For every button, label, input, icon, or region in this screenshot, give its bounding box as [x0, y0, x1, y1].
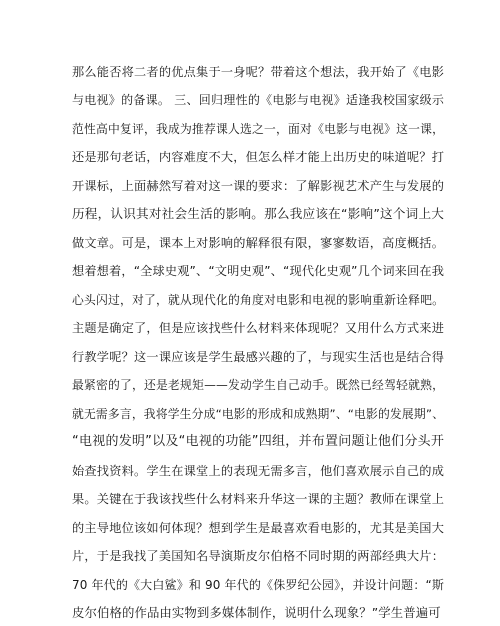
- text-line-19: 70 年代的《大白鲨》和 90 年代的《侏罗纪公园》，并设计问题：“斯: [72, 578, 444, 592]
- text-line-6: 历程，认识其对社会生活的影响。那么我应该在“影响”这个词上大: [72, 206, 444, 221]
- text-line-16: 果。关键在于我该找些什么材料来升华这一课的主题？教师在课堂上: [72, 492, 444, 506]
- text-line-15: 始查找资料。学生在课堂上的表现无需多言，他们喜欢展示自己的成: [72, 464, 444, 478]
- text-line-13: 就无需多言，我将学生分成“电影的形成和成熟期”、“电影的发展期”、: [72, 407, 444, 421]
- text-line-4: 还是那句老话，内容难度不大，但怎么样才能上出历史的味道呢？打: [72, 150, 444, 164]
- text-line-11: 行教学呢？这一课应该是学生最感兴趣的了，与现实生活也是结合得: [72, 350, 444, 364]
- text-line-1: 那么能否将二者的优点集于一身呢？带着这个想法，我开始了《电影: [72, 65, 444, 79]
- text-line-17: 的主导地位该如何体现？想到学生是最喜欢看电影的，尤其是美国大: [72, 521, 444, 535]
- text-line-7: 做文章。可是，课本上对影响的解释很有限，寥寥数语，高度概括。: [72, 236, 444, 250]
- text-line-12: 最紧密的了，还是老规矩——发动学生自己动手。既然已经驾轻就熟，: [72, 378, 444, 392]
- text-line-9: 心头闪过，对了，就从现代化的角度对电影和电视的影响重新诠释吧。: [72, 293, 444, 307]
- text-line-2: 与电视》的备课。 三、回归理性的《电影与电视》适逢我校国家级示: [72, 93, 444, 107]
- text-line-10: 主题是确定了，但是应该找些什么材料来体现呢？又用什么方式来进: [72, 321, 444, 335]
- text-line-18: 片，于是我找了美国知名导演斯皮尔伯格不同时期的两部经典大片：: [72, 549, 444, 563]
- text-line-8: 想着想着，“全球史观”、“文明史观”、“现代化史观”几个词来回在我: [72, 264, 444, 278]
- text-line-5: 开课标，上面赫然写着对这一课的要求：了解影视艺术产生与发展的: [72, 179, 444, 193]
- text-line-14: “电视的发明”以及“电视的功能”四组，并布置问题让他们分头开: [72, 434, 444, 449]
- text-line-3: 范性高中复评，我成为推荐课人选之一，面对《电影与电视》这一课，: [72, 122, 444, 136]
- text-line-20: 皮尔伯格的作品由实物到多媒体制作，说明什么现象？”学生普遍可: [72, 605, 441, 620]
